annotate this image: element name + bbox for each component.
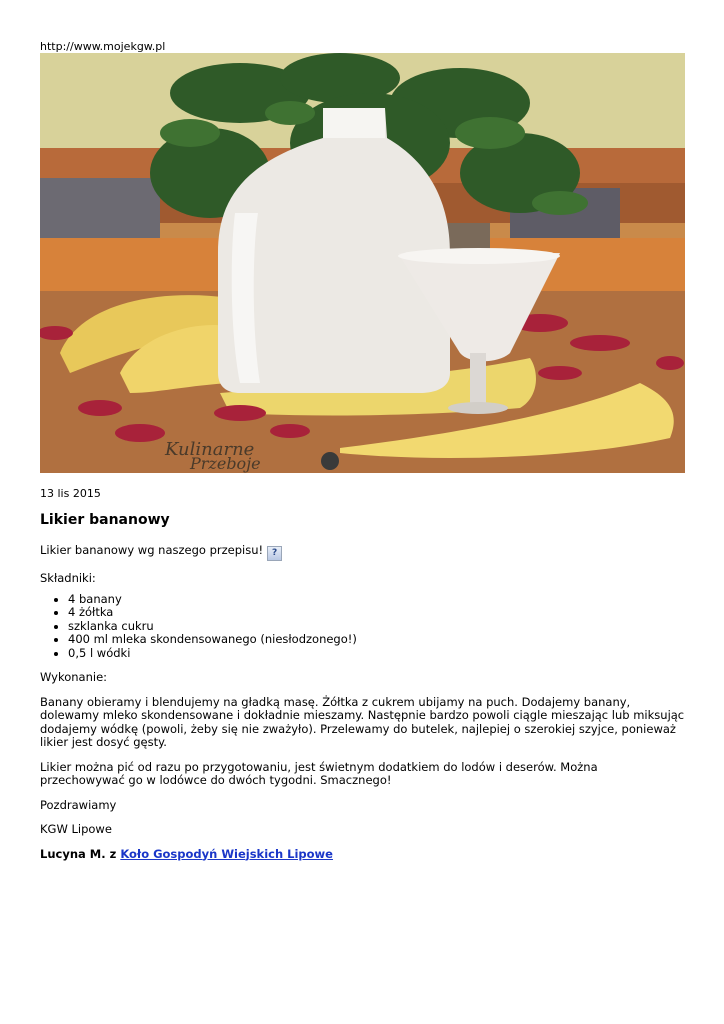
page-url: http://www.mojekgw.pl — [40, 40, 166, 53]
method-paragraph-1: Banany obieramy i blendujemy na gładką masę. Żółtka z cukrem ubijamy na puch. Dodajemy banany, dolewamy mleko skondensowane i dokładnie mieszamy. Następnie bardzo powoli ciągle mieszając lub miksując dodajemy wódkę (powoli, żeby się nie zważyło). Przelewamy do butelek, najlepiej o szerokiej szyjce, ponieważ likier jest dosyć gęsty. — [40, 694, 685, 749]
method-paragraph-2: Likier można pić od razu po przygotowaniu, jest świetnym dodatkiem do lodów i deserów. Można przechowywać go w lodówce do dwóch tygodni. Smacznego! — [40, 759, 598, 787]
post-title: Likier bananowy — [40, 512, 170, 528]
org-link[interactable]: Koło Gospodyń Wiejskich Lipowe — [120, 846, 333, 861]
watermark-line1: Kulinarne — [165, 439, 255, 460]
post-date: 13 lis 2015 — [40, 487, 101, 500]
post-content — [40, 544, 685, 872]
organization: KGW Lipowe — [40, 822, 112, 836]
intro-text: Likier bananowy wg naszego przepisu! — [40, 543, 264, 557]
recipe-photo — [40, 53, 685, 473]
ingredient-item: • 4 banany — [68, 593, 685, 607]
intro-paragraph — [40, 544, 685, 561]
author-name: Lucyna M. z — [40, 846, 117, 861]
ingredients-list — [40, 593, 685, 661]
watermark-line2: Przeboje — [190, 454, 261, 473]
method-label: Wykonanie: — [40, 670, 108, 684]
ingredient-item: • 400 ml mleka skondensowanego (niesłodzonego!) — [68, 633, 685, 647]
ingredient-item: • 4 żółtka — [68, 606, 685, 620]
signature — [40, 848, 685, 862]
ingredients-label: Składniki: — [40, 571, 96, 585]
greeting: Pozdrawiamy — [40, 797, 117, 812]
ingredient-item: • 0,5 l wódki — [68, 647, 685, 661]
ingredient-item: • szklanka cukru — [68, 620, 685, 634]
help-icon: ? — [267, 546, 282, 561]
